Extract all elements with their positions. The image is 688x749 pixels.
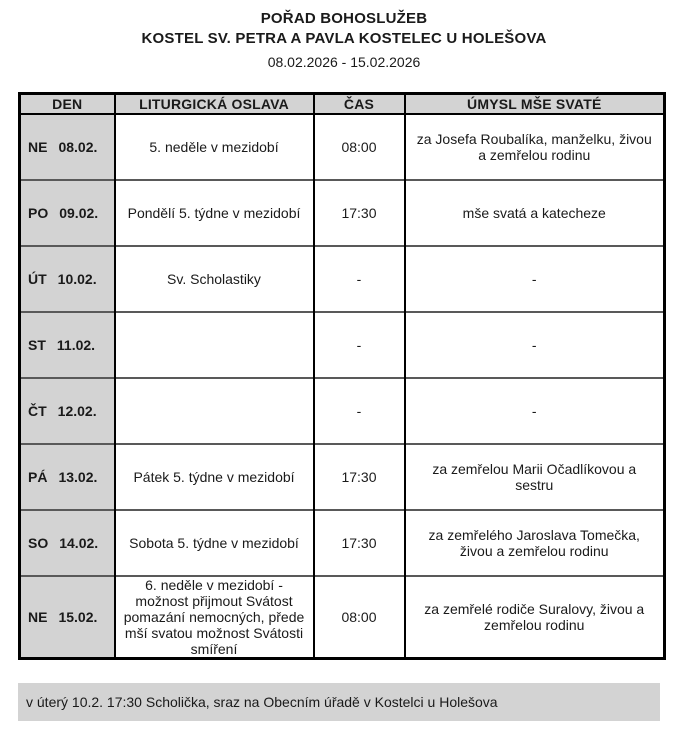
table-header-row [20, 94, 665, 115]
celebration-cell [115, 378, 314, 444]
day-abbr: ÚT [28, 271, 47, 287]
table-row [20, 246, 665, 312]
intention-cell: za zemřelého Jaroslava Tomečka, živou a zemřelou rodinu [405, 510, 665, 576]
day-abbr: ST [28, 337, 46, 353]
intention-cell: - [405, 246, 665, 312]
celebration-cell: 5. neděle v mezidobí [115, 114, 314, 180]
day-cell [20, 180, 115, 246]
celebration-cell: Pátek 5. týdne v mezidobí [115, 444, 314, 510]
day-abbr: ČT [28, 403, 47, 419]
day-cell [20, 114, 115, 180]
column-header-liturgicka-oslava: LITURGICKÁ OSLAVA [115, 94, 314, 115]
day-abbr: PÁ [28, 469, 48, 485]
table-row [20, 576, 665, 659]
day-date: 08.02. [58, 139, 98, 155]
table-row [20, 114, 665, 180]
date-range: 08.02.2026 - 15.02.2026 [267, 54, 421, 70]
table-row [20, 378, 665, 444]
column-header-umysl: ÚMYSL MŠE SVATÉ [405, 94, 665, 115]
day-abbr: NE [28, 139, 48, 155]
day-date: 11.02. [56, 337, 96, 353]
intention-cell: - [405, 378, 665, 444]
day-date: 09.02. [59, 205, 99, 221]
intention-cell: mše svatá a katecheze [405, 180, 665, 246]
intention-cell: za zemřelou Marii Očadlíkovou a sestru [405, 444, 665, 510]
day-date: 12.02. [57, 403, 97, 419]
day-date: 10.02. [57, 271, 97, 287]
celebration-cell: Pondělí 5. týdne v mezidobí [115, 180, 314, 246]
time-cell: - [314, 246, 405, 312]
celebration-cell [115, 312, 314, 378]
day-abbr: PO [28, 205, 49, 221]
time-cell: 17:30 [314, 444, 405, 510]
column-header-cas: ČAS [314, 94, 405, 115]
celebration-cell: 6. neděle v mezidobí - možnost přijmout Svátost pomazání nemocných, přede mší svatou možnost Svátosti smíření [115, 576, 314, 659]
table-row [20, 444, 665, 510]
time-cell: 17:30 [314, 510, 405, 576]
time-cell: - [314, 312, 405, 378]
intention-cell: - [405, 312, 665, 378]
celebration-cell: Sobota 5. týdne v mezidobí [115, 510, 314, 576]
table-row [20, 510, 665, 576]
table-row [20, 312, 665, 378]
day-cell [20, 378, 115, 444]
day-cell [20, 312, 115, 378]
day-cell [20, 246, 115, 312]
footer-note-text: v úterý 10.2. 17:30 Scholička, sraz na Obecním úřadě v Kostelci u Holešova [26, 694, 498, 710]
celebration-cell: Sv. Scholastiky [115, 246, 314, 312]
day-cell [20, 576, 115, 659]
time-cell: 08:00 [314, 114, 405, 180]
day-abbr: NE [28, 609, 48, 625]
column-header-den: DEN [20, 94, 115, 115]
day-cell [20, 444, 115, 510]
intention-cell: za zemřelé rodiče Suralovy, živou a zemřelou rodinu [405, 576, 665, 659]
page-title: POŘAD BOHOSLUŽEB [260, 10, 428, 27]
table-row [20, 180, 665, 246]
day-cell [20, 510, 115, 576]
time-cell: 08:00 [314, 576, 405, 659]
intention-cell: za Josefa Roubalíka, manželku, živou a zemřelou rodinu [405, 114, 665, 180]
service-schedule-table [18, 92, 666, 660]
footer-note-bar [18, 683, 660, 721]
day-date: 13.02. [58, 469, 98, 485]
church-name: KOSTEL SV. PETRA A PAVLA KOSTELEC U HOLEŠOVA [141, 30, 547, 47]
time-cell: - [314, 378, 405, 444]
day-abbr: SO [28, 535, 49, 551]
day-date: 14.02. [59, 535, 99, 551]
time-cell: 17:30 [314, 180, 405, 246]
document-header [0, 0, 688, 71]
day-date: 15.02. [58, 609, 98, 625]
